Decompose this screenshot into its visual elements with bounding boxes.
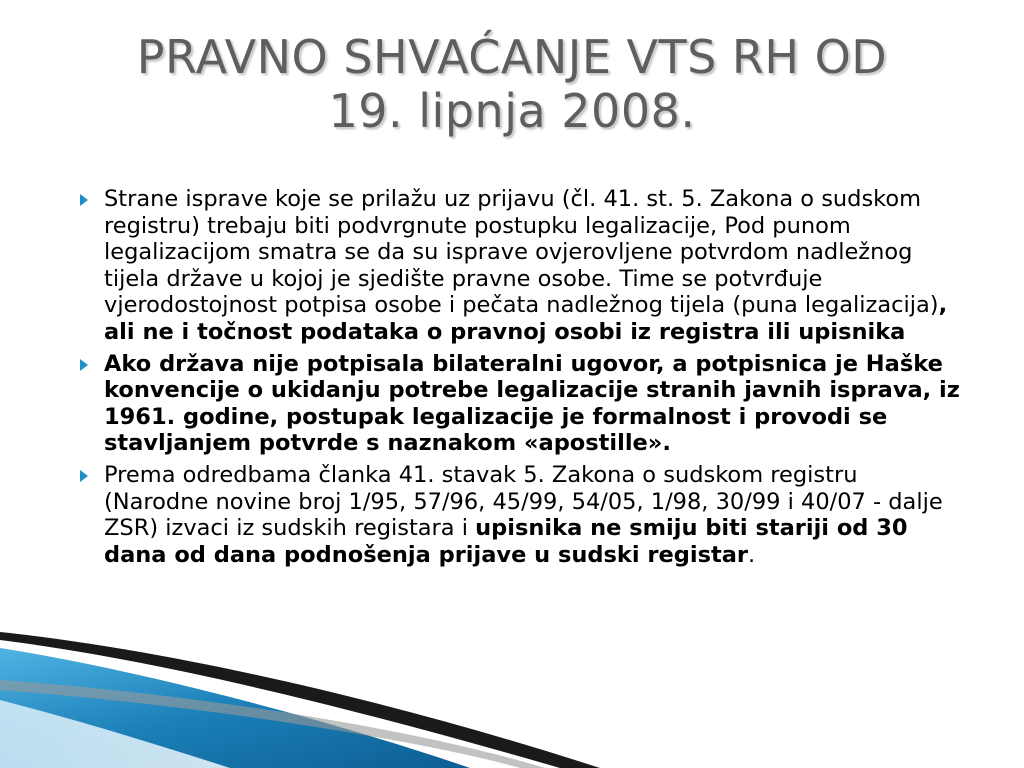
bullet-arrow-icon: [80, 470, 88, 482]
bullet-text-tail: .: [748, 541, 756, 568]
bullet-text-bold: , ali ne i točnost podataka o pravnoj osobi iz registra ili upisnika: [104, 292, 948, 345]
bullet-arrow-icon: [80, 359, 88, 371]
bullet-text-bold: Ako država nije potpisala bilateralni ugovor, a potpisnica je Haške konvencije o ukidanju potrebe legalizacije stranih javnih isprava, iz 1961. godine, postupak legalizacije je formalnost i provodi se stavljanjem potvrde s naznakom «apostille».: [104, 350, 960, 457]
bullet-text-bold: upisnika ne smiju biti stariji od 30 dana od dana podnošenja prijave u sudski registar: [104, 515, 908, 568]
bullet-item: [76, 186, 966, 346]
slide-title: [60, 30, 964, 138]
title-line-2: 19. lipnja 2008.: [328, 84, 696, 138]
bullet-arrow-icon: [80, 194, 88, 206]
title-line-1: PRAVNO SHVAĆANJE VTS RH OD: [136, 30, 888, 84]
bullet-item: [76, 351, 966, 457]
bullet-text: Strane isprave koje se prilažu uz prijavu (čl. 41. st. 5. Zakona o sudskom registru) trebaju biti podvrgnute postupku legalizacije, Pod punom legalizacijom smatra se da su isprave ovjerovljene potvrdom nadležnog tijela države u kojoj je sjedište pravne osobe. Time se potvrđuje vjerodostojnost potpisa osobe i pečata nadležnog tijela (puna legalizacija): [104, 186, 939, 319]
bullet-list: [76, 186, 966, 573]
bullet-text: Prema odredbama članka 41. stavak 5. Zakona o sudskom registru (Narodne novine broj 1/95, 57/96, 45/99, 54/05, 1/98, 30/99 i 40/07 - dalje ZSR) izvaci iz sudskih registara i: [104, 461, 943, 542]
bullet-item: [76, 462, 966, 568]
